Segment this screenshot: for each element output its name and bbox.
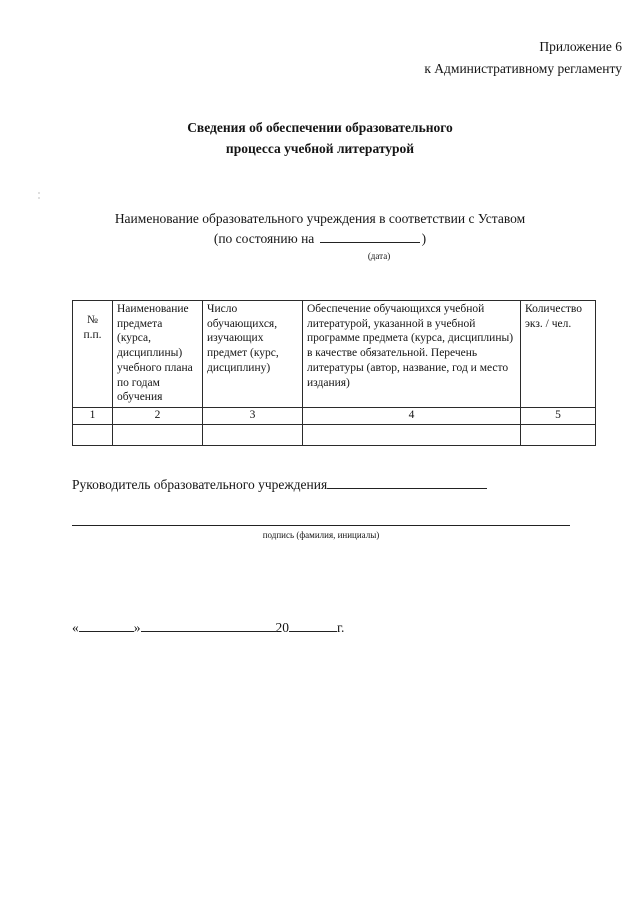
- appendix-line-1: Приложение 6: [539, 39, 622, 54]
- director-label: Руководитель образовательного учреждения: [72, 477, 328, 492]
- table-header-row: [73, 301, 596, 408]
- empty-cell: [203, 424, 303, 445]
- header-literature-provision: Обеспечение обучающихся учебной литературой, указанной в учебной программе предмета (курса, дисциплины) в качестве обязательной. Перечень литературы (автор, название, год и место издания): [303, 301, 521, 408]
- date-blank-field: [320, 232, 420, 243]
- date-fill-line: [72, 620, 344, 636]
- as-of-line: [0, 231, 640, 247]
- signature-underline: [72, 512, 570, 526]
- appendix-reference: [424, 36, 622, 79]
- column-number-4: 4: [303, 408, 521, 425]
- as-of-prefix: (по состоянию на: [213, 231, 315, 246]
- year-blank-field: [289, 621, 337, 632]
- header-copies-per-person: Количество экз. / чел.: [521, 301, 596, 408]
- column-number-row: [73, 408, 596, 425]
- header-subject-name: Наименование предмета (курса, дисциплины) учебного плана по годам обучения: [113, 301, 203, 408]
- open-quote: «: [72, 620, 79, 635]
- signature-caption: подпись (фамилия, инициалы): [262, 530, 380, 540]
- column-number-3: 3: [203, 408, 303, 425]
- close-quote: »: [133, 620, 141, 635]
- empty-cell: [521, 424, 596, 445]
- document-title: [0, 118, 640, 160]
- appendix-line-2: к Административному регламенту: [424, 60, 622, 76]
- empty-cell: [113, 424, 203, 445]
- director-blank-field: [327, 478, 487, 489]
- scan-artifact: [38, 192, 41, 200]
- column-number-2: 2: [113, 408, 203, 425]
- date-caption: (дата): [367, 251, 391, 261]
- empty-cell: [303, 424, 521, 445]
- header-students-count: Число обучающихся, изучающих предмет (курс, дисциплину): [203, 301, 303, 408]
- year-suffix: г.: [337, 620, 345, 635]
- as-of-suffix: ): [421, 231, 427, 246]
- column-number-1: 1: [73, 408, 113, 425]
- title-line-2: процесса учебной литературой: [225, 140, 415, 156]
- year-century: 20: [275, 620, 289, 635]
- empty-data-row: [73, 424, 596, 445]
- empty-cell: [73, 424, 113, 445]
- header-row-number: № п.п.: [73, 301, 113, 408]
- director-signature-line: [72, 477, 487, 493]
- literature-provision-table: [72, 300, 596, 446]
- day-blank-field: [79, 621, 134, 632]
- column-number-5: 5: [521, 408, 596, 425]
- month-blank-field: [141, 621, 276, 632]
- title-line-1: Сведения об обеспечении образовательного: [187, 120, 453, 135]
- org-name-statement: Наименование образовательного учреждения в соответствии с Уставом: [114, 211, 526, 226]
